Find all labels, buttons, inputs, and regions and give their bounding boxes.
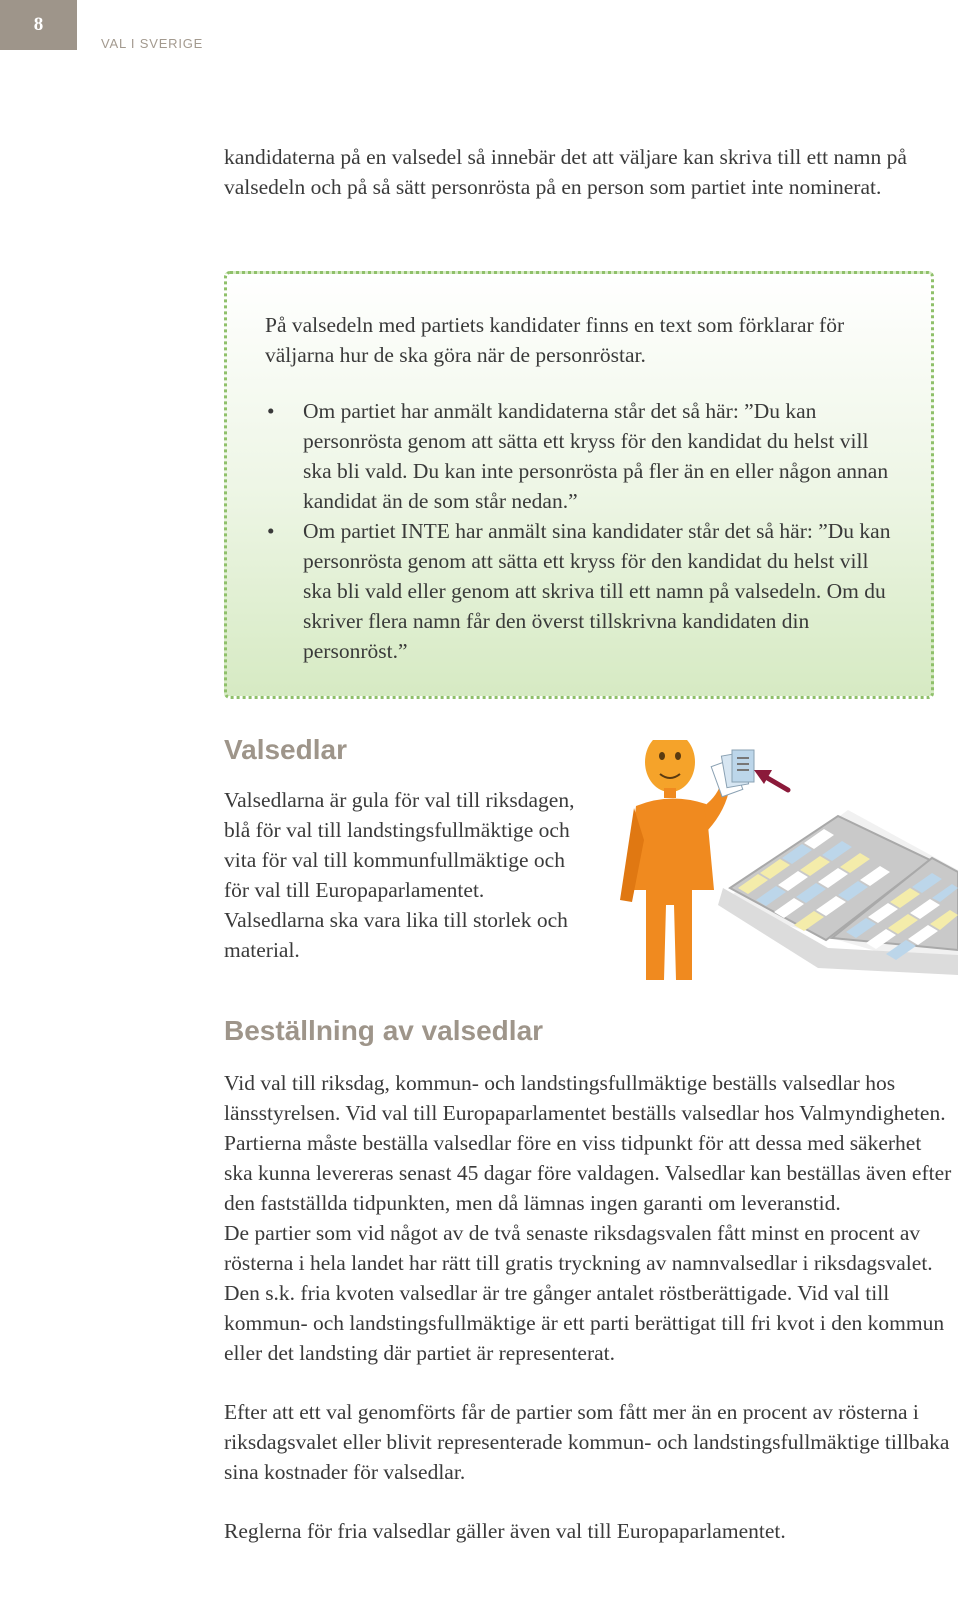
section-heading-valsedlar: Valsedlar (224, 734, 347, 765)
info-box (224, 271, 934, 699)
ballot-tray (718, 810, 958, 975)
intro-section (224, 142, 954, 202)
bestallning-section (224, 1068, 954, 1546)
bestallning-paragraph-1: Vid val till riksdag, kommun- och landstingsfullmäktige beställs valsedlar hos länsstyrelsen. Vid val till Europaparlamentet beställs valsedlar hos Valmyndigheten. Partierna måste beställa valsedlar före en viss tidpunkt för att dessa med säkerhet ska kunna levereras senast 45 dagar före valdagen. Valsedlar kan beställas även efter den fastställda tidpunkten, men då lämnas ingen garanti om leveranstid. (224, 1071, 952, 1215)
bullet-icon: • (267, 399, 275, 423)
ballots-in-hand (711, 750, 754, 797)
bestallning-paragraph-3: Efter att ett val genomförts får de partier som fått mer än en procent av rösterna i riksdagsvalet eller blivit representerade kommun- och landstingsfullmäktige tillbaka sina kostnader för valsedlar. (224, 1400, 950, 1484)
page-number-tab (0, 0, 77, 50)
ballot-illustration (618, 740, 958, 1002)
list-item (265, 396, 891, 516)
info-box-list (265, 396, 891, 666)
list-item-text: Om partiet har anmält kandidaterna står det så här: ”Du kan personrösta genom att sätta ett kryss för den kandidat du helst vill ska bli vald. Du kan inte personrösta på fler än en eller någon annan kandidat än de som står nedan.” (303, 399, 889, 513)
person-figure (620, 740, 730, 980)
intro-paragraph: kandidaterna på en valsedel så innebär det att väljare kan skriva till ett namn på valsedeln och på så sätt personrösta på en person som partiet inte nominerat. (224, 145, 907, 199)
arrow-icon (754, 770, 788, 790)
list-item-text: Om partiet INTE har anmält sina kandidater står det så här: ”Du kan personrösta genom att sätta ett kryss för den kandidat du helst vill ska bli vald eller genom att skriva till ett namn på valsedeln. Om du skriver flera namn får den överst tillskrivna kandidaten din personröst.” (303, 519, 891, 663)
running-head: VAL I SVERIGE (101, 36, 204, 51)
info-box-lead: På valsedeln med partiets kandidater finns en text som förklarar för väljarna hur de ska göra när de personröstar. (265, 313, 845, 367)
bestallning-paragraph-2: De partier som vid något av de två senaste riksdagsvalen fått minst en procent av rösterna i hela landet har rätt till gratis tryckning av namnvalsedlar i riksdagsvalet. Den s.k. fria kvoten valsedlar är tre gånger antalet röstberättigade. Vid val till kommun- och landstingsfullmäktige är ett parti berättigat till fri kvot i den kommun eller det landsting där partiet är representerat. (224, 1221, 945, 1365)
bullet-icon: • (267, 519, 275, 543)
valsedlar-section (224, 785, 584, 965)
list-item (265, 516, 891, 666)
section-heading-bestallning: Beställning av valsedlar (224, 1015, 544, 1046)
page-number: 8 (33, 14, 44, 35)
bestallning-paragraph-4: Reglerna för fria valsedlar gäller även val till Europaparlamentet. (224, 1519, 786, 1543)
valsedlar-paragraph: Valsedlarna är gula för val till riksdagen, blå för val till landstingsfullmäktige och vita för val till kommunfullmäktige och för val till Europaparlamentet. Valsedlarna ska vara lika till storlek och material. (224, 788, 575, 962)
